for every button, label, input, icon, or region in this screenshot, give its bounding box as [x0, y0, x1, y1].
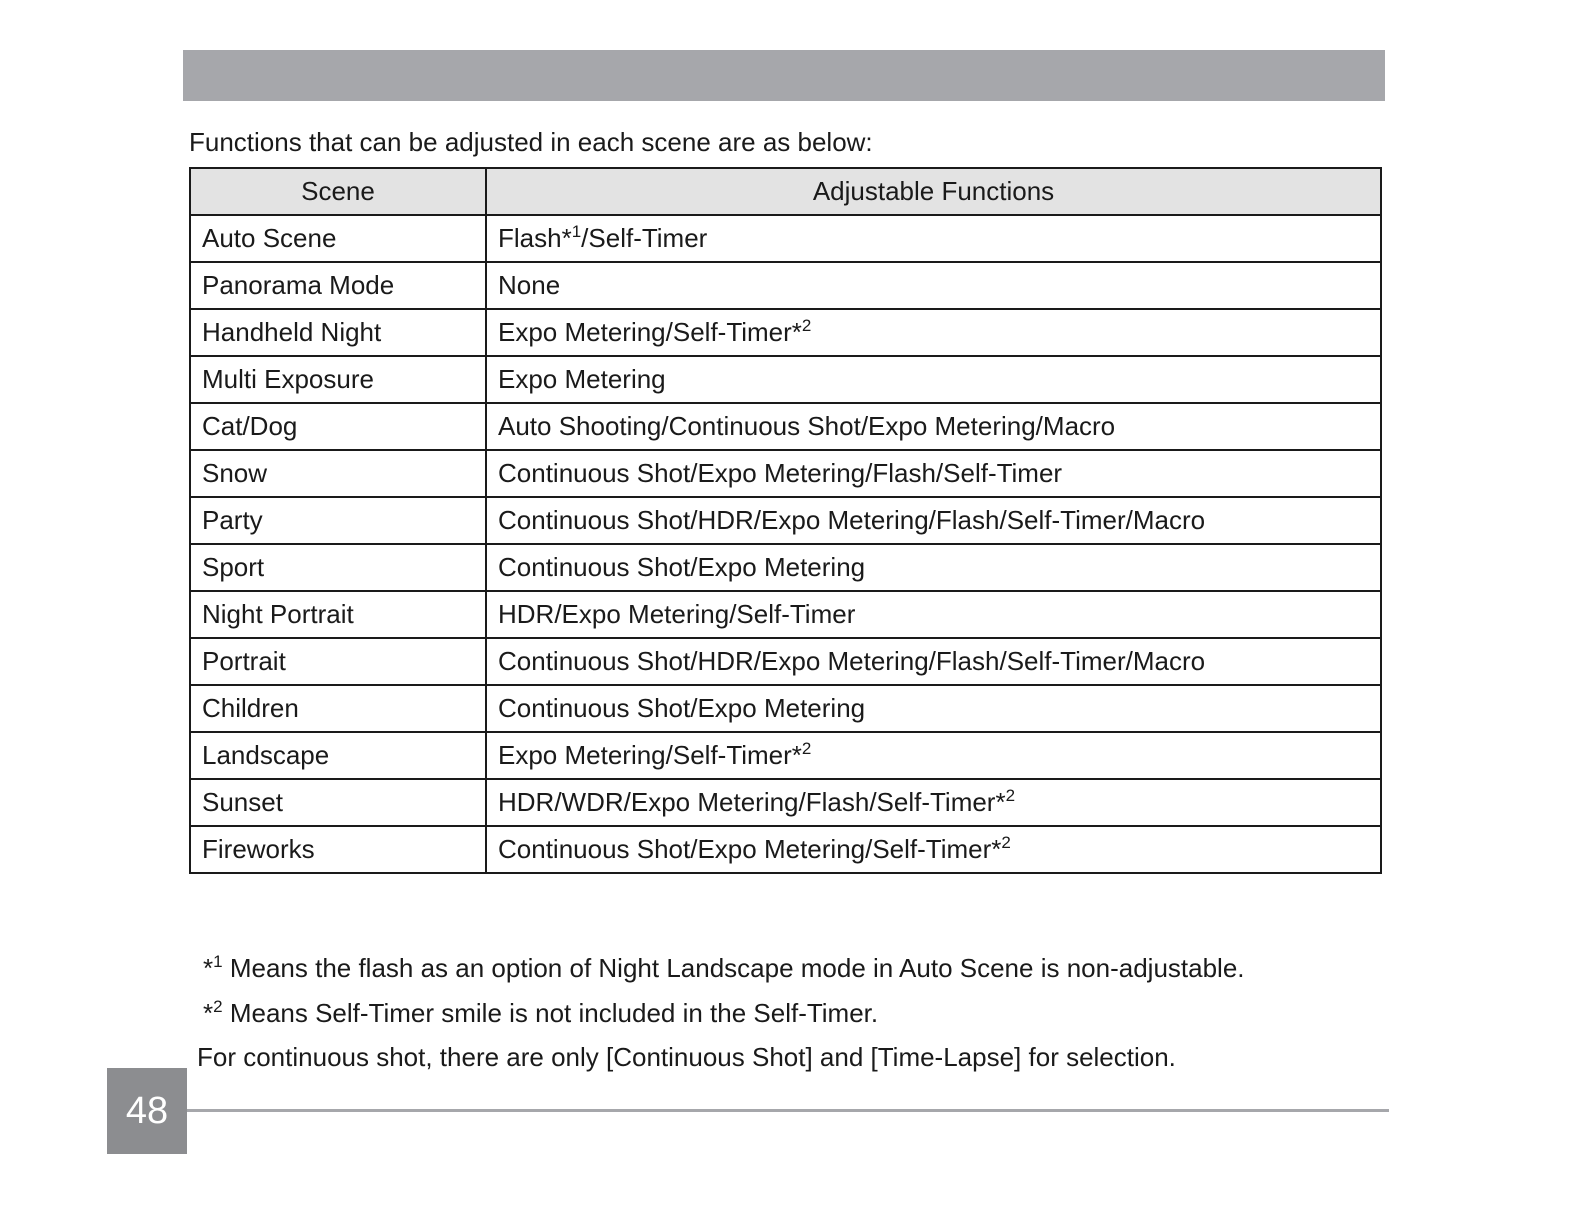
footnote-2-number: 2: [213, 996, 223, 1016]
table-row: [190, 497, 1381, 544]
table-row: [190, 450, 1381, 497]
functions-text: Continuous Shot/HDR/Expo Metering/Flash/Self-Timer/Macro: [498, 505, 1206, 535]
scene-cell: Auto Scene: [190, 215, 486, 262]
table-row: [190, 638, 1381, 685]
functions-cell: [486, 262, 1381, 309]
functions-text: Expo Metering/Self-Timer*: [498, 317, 802, 347]
scene-cell: Handheld Night: [190, 309, 486, 356]
functions-cell: [486, 591, 1381, 638]
table-row: [190, 544, 1381, 591]
footnote-2: [197, 991, 1245, 1036]
header-bar: [183, 50, 1385, 101]
functions-cell: [486, 732, 1381, 779]
footer-rule: [187, 1109, 1389, 1112]
table-row: [190, 591, 1381, 638]
table-row: [190, 826, 1381, 873]
functions-cell: [486, 215, 1381, 262]
functions-cell: [486, 356, 1381, 403]
footnote-1-star: *: [203, 953, 214, 983]
intro-text: Functions that can be adjusted in each scene are as below:: [189, 127, 873, 157]
functions-cell: [486, 497, 1381, 544]
functions-text: HDR/Expo Metering/Self-Timer: [498, 599, 856, 629]
scene-functions-table: [189, 167, 1382, 874]
functions-cell: [486, 450, 1381, 497]
scene-cell: Multi Exposure: [190, 356, 486, 403]
scene-cell: Children: [190, 685, 486, 732]
functions-text: Flash*: [498, 223, 572, 253]
scene-cell: Cat/Dog: [190, 403, 486, 450]
scene-cell: Portrait: [190, 638, 486, 685]
footnote-ref: 2: [801, 316, 812, 335]
footnote-ref: 1: [571, 222, 582, 241]
footnote-2-text: Means Self-Timer smile is not included in the Self-Timer.: [229, 997, 879, 1028]
scene-cell: Panorama Mode: [190, 262, 486, 309]
functions-text: HDR/WDR/Expo Metering/Flash/Self-Timer*: [498, 787, 1006, 817]
functions-text: Continuous Shot/Expo Metering: [498, 693, 866, 723]
functions-cell: [486, 309, 1381, 356]
header-adjustable-functions: Adjustable Functions: [486, 168, 1381, 215]
functions-cell: [486, 403, 1381, 450]
scene-cell: Night Portrait: [190, 591, 486, 638]
table-row: [190, 685, 1381, 732]
scene-cell: Landscape: [190, 732, 486, 779]
functions-cell: [486, 685, 1381, 732]
scene-cell: Sunset: [190, 779, 486, 826]
footnote-1-number: 1: [213, 952, 223, 971]
table-row: [190, 732, 1381, 779]
table-row: [190, 262, 1381, 309]
page-number: 48: [107, 1068, 187, 1154]
table-row: [190, 309, 1381, 356]
functions-text: Expo Metering/Self-Timer*: [498, 740, 802, 770]
footnote-ref: 2: [1001, 833, 1011, 852]
functions-cell: [486, 544, 1381, 591]
scene-cell: Sport: [190, 544, 486, 591]
table-row: [190, 403, 1381, 450]
functions-text: Continuous Shot/HDR/Expo Metering/Flash/Self-Timer/Macro: [498, 646, 1206, 676]
header-scene: Scene: [190, 168, 486, 215]
table-row: [190, 215, 1381, 262]
functions-text: Auto Shooting/Continuous Shot/Expo Metering/Macro: [498, 411, 1116, 441]
footnote-1-text: Means the flash as an option of Night Landscape mode in Auto Scene is non-adjustable.: [229, 953, 1245, 983]
scene-cell: Snow: [190, 450, 486, 497]
scene-cell: Fireworks: [190, 826, 486, 873]
continuous-shot-note: For continuous shot, there are only [Continuous Shot] and [Time-Lapse] for selection.: [197, 1042, 1176, 1072]
functions-text: Expo Metering: [498, 364, 666, 394]
footnote-2-star: *: [203, 997, 214, 1028]
functions-text: None: [498, 270, 561, 300]
footnote-ref: 2: [801, 739, 812, 758]
table-row: [190, 356, 1381, 403]
footnote-ref: 2: [1005, 786, 1016, 805]
scene-cell: Party: [190, 497, 486, 544]
footnote-1: [197, 946, 1245, 991]
table-header-row: [190, 168, 1381, 215]
functions-cell: [486, 779, 1381, 826]
footnotes: [197, 946, 1245, 1080]
functions-text: /Self-Timer: [581, 223, 708, 253]
table-row: [190, 779, 1381, 826]
functions-text: Continuous Shot/Expo Metering/Self-Timer*: [498, 834, 1002, 864]
functions-cell: [486, 638, 1381, 685]
functions-text: Continuous Shot/Expo Metering/Flash/Self-Timer: [498, 458, 1063, 488]
functions-text: Continuous Shot/Expo Metering: [498, 552, 866, 582]
functions-cell: [486, 826, 1381, 873]
